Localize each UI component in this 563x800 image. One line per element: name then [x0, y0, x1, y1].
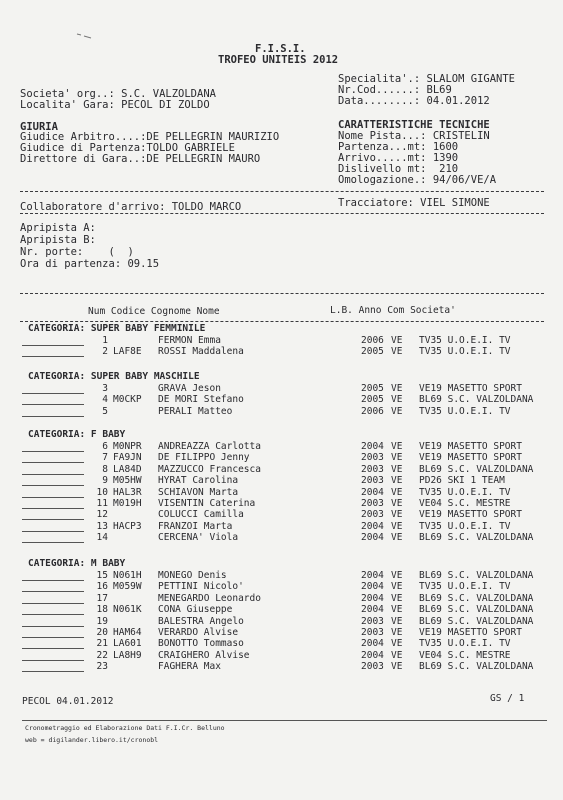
dislivello-mt: Dislivello mt: 210: [338, 163, 459, 175]
time-blank: [22, 637, 84, 638]
club: VE19 MASETTO SPORT: [419, 627, 522, 638]
athlete-code: LA601: [113, 638, 142, 650]
committee: VE: [391, 498, 403, 509]
time-blank: [22, 660, 84, 661]
club: TV35 U.O.E.I. TV: [419, 486, 511, 498]
specialita: Specialita'.: SLALOM GIGANTE: [338, 73, 516, 85]
category-title: CATEGORIA: SUPER BABY FEMMINILE: [28, 323, 206, 334]
bib-number: 22: [96, 649, 108, 661]
birth-year: 2003: [361, 615, 384, 627]
athlete-name: MONEGO Denis: [158, 570, 227, 581]
apripista-a: Apripista A:: [20, 222, 96, 234]
athlete-name: FRANZOI Marta: [158, 520, 233, 532]
ora-partenza: Ora di partenza: 09.15: [20, 258, 160, 270]
club: TV35 U.O.E.I. TV: [419, 346, 511, 358]
page-number: GS / 1: [490, 693, 525, 704]
time-blank: [22, 497, 84, 498]
athlete-name: DE FILIPPO Jenny: [158, 452, 250, 464]
divider: [20, 321, 544, 322]
birth-year: 2003: [361, 475, 384, 487]
bib-number: 19: [96, 615, 108, 627]
time-blank: [22, 542, 84, 543]
athlete-name: HYRAT Carolina: [158, 475, 239, 487]
footer-rule: [22, 720, 547, 721]
athlete-name: CONA Giuseppe: [158, 604, 233, 616]
athlete-code: N061K: [113, 604, 142, 616]
committee: VE: [391, 441, 403, 452]
arrivo-mt: Arrivo.....mt: 1390: [338, 152, 459, 164]
athlete-code: LA8H9: [113, 649, 142, 661]
committee: VE: [391, 581, 403, 593]
club: VE04 S.C. MESTRE: [419, 498, 511, 509]
committee: VE: [391, 394, 403, 406]
birth-year: 2004: [361, 441, 384, 452]
club: TV35 U.O.E.I. TV: [419, 405, 511, 417]
bib-number: 10: [96, 486, 108, 498]
committee: VE: [391, 649, 403, 661]
bib-number: 5: [102, 405, 108, 417]
athlete-code: M0NPR: [113, 441, 142, 452]
committee: VE: [391, 615, 403, 627]
athlete-code: LA84D: [113, 463, 142, 475]
birth-year: 2005: [361, 383, 384, 394]
athlete-name: COLUCCI Camilla: [158, 509, 244, 521]
athlete-name: CRAIGHERO Alvise: [158, 649, 250, 661]
athlete-name: MAZZUCCO Francesca: [158, 463, 261, 475]
club: VE19 MASETTO SPORT: [419, 452, 522, 464]
birth-year: 2004: [361, 581, 384, 593]
bib-number: 12: [96, 509, 108, 521]
bib-number: 4: [102, 394, 108, 406]
athlete-name: MENEGARDO Leonardo: [158, 592, 261, 604]
birth-year: 2004: [361, 638, 384, 650]
athlete-code: HAM64: [113, 627, 142, 638]
race-title: TROFEO UNITEIS 2012: [218, 54, 339, 66]
birth-year: 2004: [361, 486, 384, 498]
committee: VE: [391, 405, 403, 417]
athlete-code: M0CKP: [113, 394, 142, 406]
bib-number: 8: [102, 463, 108, 475]
bib-number: 18: [96, 604, 108, 616]
category-title: CATEGORIA: SUPER BABY MASCHILE: [28, 371, 200, 382]
bib-number: 3: [102, 383, 108, 394]
committee: VE: [391, 638, 403, 650]
birth-year: 2004: [361, 649, 384, 661]
bib-number: 20: [96, 627, 108, 638]
athlete-code: M059W: [113, 581, 142, 593]
club: TV35 U.O.E.I. TV: [419, 335, 511, 346]
committee: VE: [391, 383, 403, 394]
giudice-partenza: Giudice di Partenza:TOLDO GABRIELE: [20, 142, 235, 154]
bib-number: 9: [102, 475, 108, 487]
time-blank: [22, 508, 84, 509]
athlete-name: PERALI Matteo: [158, 405, 233, 417]
footer-credit: Cronometraggio ed Elaborazione Dati F.I.Cr. Belluno: [25, 724, 225, 732]
localita-gara: Localita' Gara: PECOL DI ZOLDO: [20, 99, 210, 111]
bib-number: 1: [102, 335, 108, 346]
nome-pista: Nome Pista...: CRISTELIN: [338, 130, 490, 142]
athlete-name: SCHIAVON Marta: [158, 486, 239, 498]
birth-year: 2006: [361, 405, 384, 417]
bib-number: 23: [96, 661, 108, 673]
time-blank: [22, 451, 84, 452]
club: PD26 SKI 1 TEAM: [419, 475, 505, 487]
athlete-code: FA9JN: [113, 452, 142, 464]
org-title: F.I.S.I.: [255, 43, 306, 55]
club: BL69 S.C. VALZOLDANA: [419, 592, 534, 604]
athlete-code: HAL3R: [113, 486, 142, 498]
time-blank: [22, 519, 84, 520]
committee: VE: [391, 346, 403, 358]
club: VE04 S.C. MESTRE: [419, 649, 511, 661]
time-blank: [22, 671, 84, 672]
time-blank: [22, 356, 84, 357]
athlete-code: HACP3: [113, 520, 142, 532]
time-blank: [22, 626, 84, 627]
time-blank: [22, 393, 84, 394]
club: BL69 S.C. VALZOLDANA: [419, 394, 534, 406]
time-blank: [22, 404, 84, 405]
giuria-heading: GIURIA: [20, 121, 58, 133]
committee: VE: [391, 532, 403, 544]
bib-number: 21: [96, 638, 108, 650]
committee: VE: [391, 475, 403, 487]
tracciatore: Tracciatore: VIEL SIMONE: [338, 197, 490, 209]
societa-org: Societa' org..: S.C. VALZOLDANA: [20, 88, 216, 100]
committee: VE: [391, 570, 403, 581]
bib-number: 13: [96, 520, 108, 532]
athlete-code: M019H: [113, 498, 142, 509]
club: BL69 S.C. VALZOLDANA: [419, 532, 534, 544]
committee: VE: [391, 463, 403, 475]
table-header-left: Num Codice Cognome Nome: [88, 306, 220, 317]
birth-year: 2003: [361, 661, 384, 673]
time-blank: [22, 614, 84, 615]
bib-number: 17: [96, 592, 108, 604]
club: VE19 MASETTO SPORT: [419, 509, 522, 521]
club: BL69 S.C. VALZOLDANA: [419, 604, 534, 616]
club: BL69 S.C. VALZOLDANA: [419, 615, 534, 627]
bib-number: 6: [102, 441, 108, 452]
divider: [20, 293, 544, 294]
committee: VE: [391, 486, 403, 498]
time-blank: [22, 462, 84, 463]
birth-year: 2003: [361, 463, 384, 475]
direttore-gara: Direttore di Gara..:DE PELLEGRIN MAURO: [20, 153, 261, 165]
committee: VE: [391, 509, 403, 521]
birth-year: 2004: [361, 532, 384, 544]
club: VE19 MASETTO SPORT: [419, 383, 522, 394]
committee: VE: [391, 592, 403, 604]
time-blank: [22, 474, 84, 475]
athlete-code: LAF8E: [113, 346, 142, 358]
committee: VE: [391, 520, 403, 532]
divider: [20, 213, 544, 214]
time-blank: [22, 485, 84, 486]
birth-year: 2003: [361, 498, 384, 509]
club: BL69 S.C. VALZOLDANA: [419, 463, 534, 475]
athlete-name: VISENTIN Caterina: [158, 498, 256, 509]
committee: VE: [391, 604, 403, 616]
athlete-name: ROSSI Maddalena: [158, 346, 244, 358]
birth-year: 2003: [361, 509, 384, 521]
partenza-mt: Partenza...mt: 1600: [338, 141, 459, 153]
time-blank: [22, 416, 84, 417]
footer-place-date: PECOL 04.01.2012: [22, 696, 114, 707]
omologazione: Omologazione.: 94/06/VE/A: [338, 174, 497, 186]
birth-year: 2006: [361, 335, 384, 346]
apripista-b: Apripista B:: [20, 234, 96, 246]
race-date: Data........: 04.01.2012: [338, 95, 490, 107]
table-header-right: L.B. Anno Com Societa': [330, 305, 456, 316]
bib-number: 16: [96, 581, 108, 593]
athlete-name: DE MORI Stefano: [158, 394, 244, 406]
athlete-name: CERCENA' Viola: [158, 532, 239, 544]
birth-year: 2004: [361, 604, 384, 616]
club: BL69 S.C. VALZOLDANA: [419, 661, 534, 673]
scan-mark: [76, 33, 92, 39]
athlete-name: GRAVA Jeson: [158, 383, 221, 394]
club: TV35 U.O.E.I. TV: [419, 581, 511, 593]
footer-web: web = digilander.libero.it/cronobl: [25, 736, 159, 744]
club: VE19 MASETTO SPORT: [419, 441, 522, 452]
category-title: CATEGORIA: M BABY: [28, 558, 126, 569]
birth-year: 2003: [361, 452, 384, 464]
bib-number: 11: [96, 498, 108, 509]
bib-number: 14: [96, 532, 108, 544]
committee: VE: [391, 452, 403, 464]
time-blank: [22, 580, 84, 581]
athlete-name: PETTINI Nicolo': [158, 581, 244, 593]
athlete-name: VERARDO Alvise: [158, 627, 239, 638]
club: TV35 U.O.E.I. TV: [419, 520, 511, 532]
nr-porte: Nr. porte: ( ): [20, 246, 134, 258]
time-blank: [22, 345, 84, 346]
giudice-arbitro: Giudice Arbitro....:DE PELLEGRIN MAURIZIO: [20, 131, 280, 143]
bib-number: 7: [102, 452, 108, 464]
bib-number: 15: [96, 570, 108, 581]
birth-year: 2004: [361, 570, 384, 581]
athlete-name: ANDREAZZA Carlotta: [158, 441, 261, 452]
committee: VE: [391, 661, 403, 673]
club: BL69 S.C. VALZOLDANA: [419, 570, 534, 581]
athlete-name: FAGHERA Max: [158, 661, 221, 673]
time-blank: [22, 648, 84, 649]
birth-year: 2004: [361, 592, 384, 604]
nr-cod: Nr.Cod......: BL69: [338, 84, 452, 96]
birth-year: 2003: [361, 627, 384, 638]
athlete-code: N061H: [113, 570, 142, 581]
birth-year: 2005: [361, 346, 384, 358]
athlete-name: BALESTRA Angelo: [158, 615, 244, 627]
committee: VE: [391, 335, 403, 346]
category-title: CATEGORIA: F BABY: [28, 429, 126, 440]
birth-year: 2005: [361, 394, 384, 406]
collaboratore-arrivo: Collaboratore d'arrivo: TOLDO MARCO: [20, 201, 242, 213]
divider: [20, 191, 544, 192]
bib-number: 2: [102, 346, 108, 358]
athlete-code: M05HW: [113, 475, 142, 487]
tech-heading: CARATTERISTICHE TECNICHE: [338, 119, 490, 131]
time-blank: [22, 591, 84, 592]
birth-year: 2004: [361, 520, 384, 532]
athlete-name: FERMON Emma: [158, 335, 221, 346]
athlete-name: BONOTTO Tommaso: [158, 638, 244, 650]
time-blank: [22, 603, 84, 604]
time-blank: [22, 531, 84, 532]
club: TV35 U.O.E.I. TV: [419, 638, 511, 650]
committee: VE: [391, 627, 403, 638]
